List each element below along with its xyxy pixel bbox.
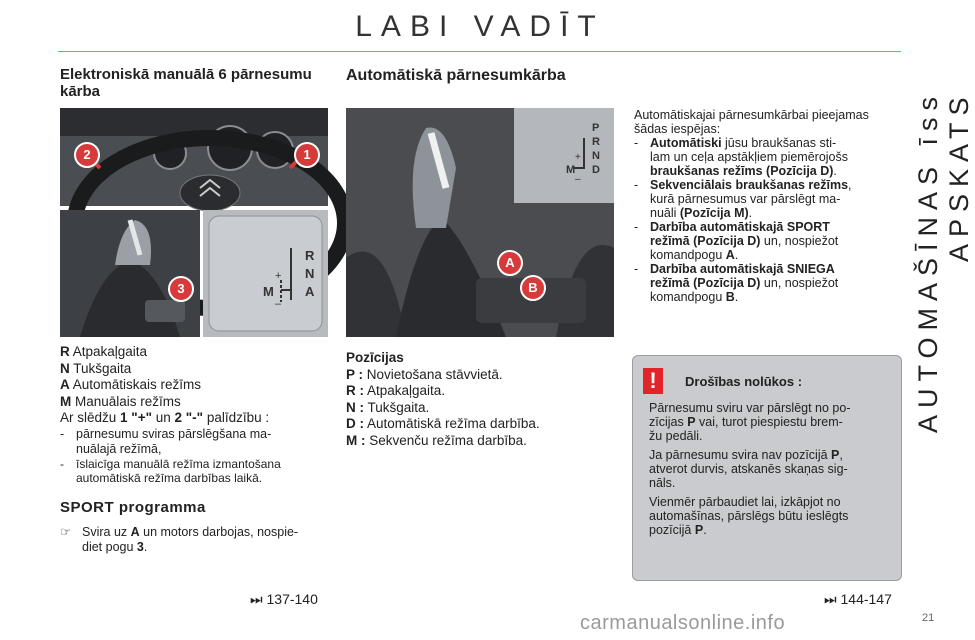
steering-wheel-illustration [60, 108, 328, 206]
gate-label-r: R [305, 248, 315, 263]
automatic-gearbox-photo [346, 108, 614, 337]
option-item: - Automātiski jūsu braukšanas sti- lam un ceļa apstākļiem piemērojošs braukšanas režīms (Pozīcija D). [634, 136, 849, 178]
sport-heading: SPORT programma [60, 499, 206, 516]
position-item: N : Tukšgaita. [346, 399, 430, 415]
callout-badge-a: A [497, 250, 523, 276]
gate-label-minus: – [575, 174, 581, 185]
gear-legend [60, 344, 330, 485]
auto-options: Automātiskajai pārnesumkārbai pieejamas šādas iespējas: - Automātiski jūsu braukšanas sti- lam un ceļa apstākļiem piemērojošs braukšanas režīms (Pozīcija D). - Sekvenciālais braukšanas režīms, kurā pārnesumus var pārslēgt ma- nuāli (Pozīcija M). - Darbība automātiskajā SPORT režīmā (Pozīcija D) un, nospiežot komandpogu A. - Darbība automātiskajā SNIEGA režīmā (Pozīcija D) un, nospiežot komandpogu B. [634, 108, 902, 304]
gate-label-d: D [592, 164, 600, 176]
gate-label-plus: + [275, 270, 282, 282]
automatic-lever-illustration [346, 108, 614, 337]
gate-label-plus: + [575, 152, 581, 163]
skip-forward-icon: ⏭ [824, 591, 837, 607]
gate-label-minus: – [275, 298, 282, 310]
caution-title: Drošības nolūkos : [685, 374, 803, 389]
gear-lever-photo [60, 210, 200, 337]
positions-list [346, 350, 616, 449]
callout-badge-b: B [520, 275, 546, 301]
gate-label-p: P [592, 122, 600, 134]
option-item: - Sekvenciālais braukšanas režīms, kurā pārnesumus var pārslēgt ma- nuāli (Pozīcija M). [634, 178, 852, 220]
callout-badge-3: 3 [168, 276, 194, 302]
gate-label-r: R [592, 136, 600, 148]
gear-lever-illustration [60, 210, 200, 337]
switch-text: Ar slēdžu 1 "+" un 2 "-" palīdzību : [60, 410, 270, 425]
gate-label-n: N [305, 266, 315, 281]
legend-item: M Manuālais režīms [60, 393, 181, 409]
steering-wheel-photo [60, 108, 328, 206]
page-reference-left[interactable]: ⏭ 137-140 [250, 591, 318, 607]
bullet-item: - īslaicīga manuālā režīma izmantošana automātiskā režīma darbības laikā. [60, 456, 281, 485]
legend-item: N Tukšgaita [60, 360, 132, 376]
positions-heading: Pozīcijas [346, 350, 404, 365]
caution-text: Pārnesumu sviru var pārslēgt no po- zīcijas P vai, turot piespiestu brem- žu pedāli. Ja pārnesumu svira nav pozīcijā P, atverot durvis, atskanēs skaņas sig- nāls. Vienmēr pārbaudiet lai, izkāpjot no automašīnas, pārslēgs būtu ieslēgts pozīcijā P. [649, 401, 851, 537]
callout-badge-1: 1 [294, 142, 320, 168]
position-item: D : Automātiskā režīma darbība. [346, 416, 540, 431]
gear-gate-diagram [203, 210, 328, 337]
page-number: 21 [922, 612, 935, 624]
position-item: P : Novietošana stāvvietā. [346, 366, 503, 382]
gate-label-m: M [566, 164, 576, 176]
left-heading: Elektroniskā manuālā 6 pārnesumu kārba [60, 66, 312, 100]
gate-label-a: A [305, 284, 315, 299]
position-item: R : Atpakaļgaita. [346, 383, 446, 398]
option-item: - Darbība automātiskajā SPORT režīmā (Pozīcija D) un, nospiežot komandpogu A. [634, 220, 839, 262]
pointing-hand-icon: ☞ [60, 525, 72, 539]
sport-text: ☞ Svira uz A un motors darbojas, nospie- diet pogu 3. [60, 525, 299, 554]
gate-label-m: M [263, 284, 274, 299]
skip-forward-icon: ⏭ [250, 591, 263, 607]
side-section-title: AUTOMAŠĪNAS īss APSKATS [913, 90, 974, 434]
callout-badge-2: 2 [74, 142, 100, 168]
legend-item: R Atpakaļgaita [60, 344, 148, 359]
auto-heading: Automātiskā pārnesumkārba [346, 67, 566, 84]
bullet-item: - pārnesumu sviras pārslēgšana ma- nuālajā režīmā, [60, 426, 272, 456]
watermark: carmanualsonline.info [580, 612, 786, 634]
gate-label-n: N [592, 150, 600, 162]
legend-item: A Automātiskais režīms [60, 377, 202, 392]
position-item: M : Sekvenču režīma darbība. [346, 432, 527, 448]
warning-icon: ! [643, 368, 663, 394]
page-reference-right[interactable]: ⏭ 144-147 [824, 591, 892, 607]
caution-box [632, 355, 902, 581]
title-rule [58, 51, 901, 52]
page-title: LABI VADĪT [355, 10, 605, 43]
option-item: - Darbība automātiskajā SNIEGA režīmā (Pozīcija D) un, nospiežot komandpogu B. [634, 262, 839, 304]
